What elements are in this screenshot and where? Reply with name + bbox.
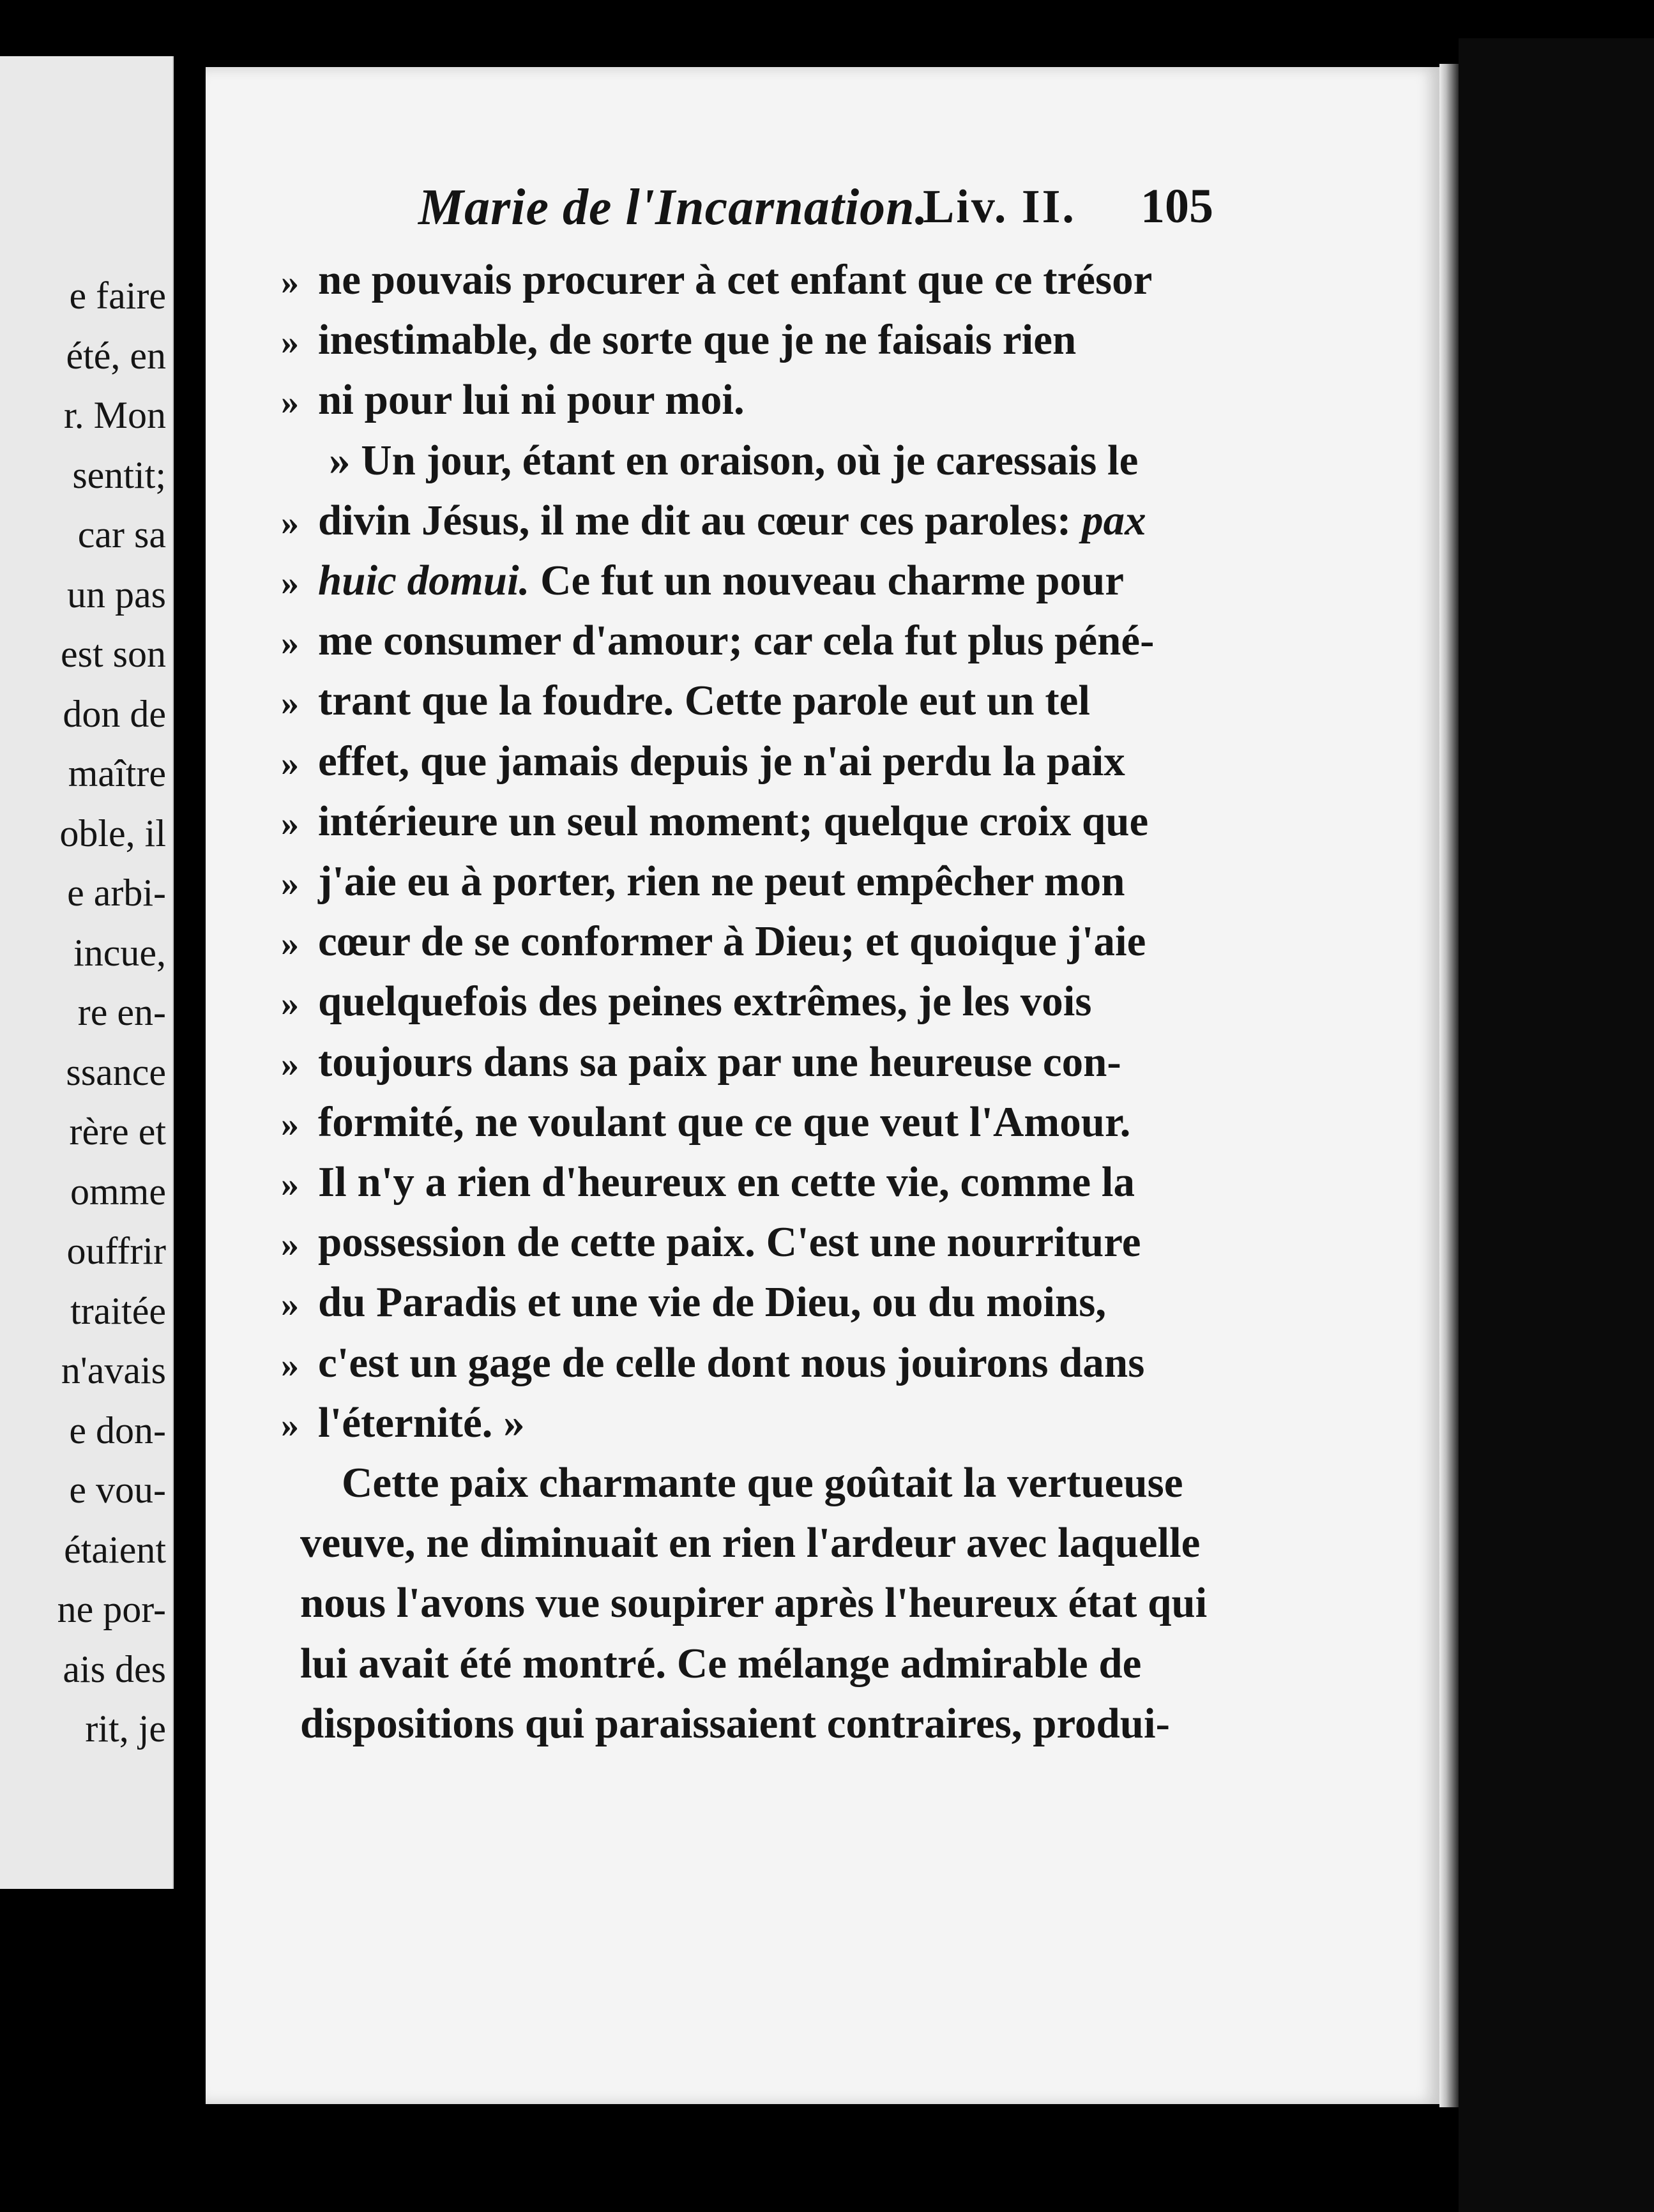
text-line xyxy=(281,1398,525,1446)
quote-mark: » xyxy=(281,864,299,904)
page-number: 105 xyxy=(1141,179,1213,233)
quote-mark: » xyxy=(281,1225,299,1265)
text-line xyxy=(281,617,1155,665)
quote-mark: » xyxy=(281,683,299,723)
quote-mark: » xyxy=(281,924,299,964)
quote-mark: » xyxy=(281,1044,299,1084)
text-line xyxy=(329,436,1139,484)
text-line xyxy=(281,376,745,424)
line-text: possession de cette paix. C'est une nourriture xyxy=(318,1218,1141,1266)
facing-page-line: maître xyxy=(68,752,166,794)
line-text: cœur de se conformer à Dieu; et quoique j'aie xyxy=(318,918,1146,966)
line-text: Ce fut un nouveau charme pour xyxy=(540,557,1124,604)
facing-page-line: don de xyxy=(63,692,166,735)
text-line xyxy=(281,1158,1135,1206)
line-text: » Un jour, étant en oraison, où je caressais le xyxy=(329,436,1139,484)
facing-page-line: traitée xyxy=(70,1289,166,1332)
text-line xyxy=(281,559,1124,602)
text-line xyxy=(281,1218,1141,1266)
text-line xyxy=(281,978,1092,1026)
facing-page-line: e faire xyxy=(69,275,166,317)
line-text: trant que la foudre. Cette parole eut un tel xyxy=(318,677,1090,725)
quote-mark: » xyxy=(281,803,299,844)
text-line xyxy=(300,1519,1201,1567)
text-line xyxy=(281,1098,1131,1146)
line-text: toujours dans sa paix par une heureuse con- xyxy=(318,1038,1121,1086)
text-line xyxy=(281,1338,1145,1386)
line-text: c'est un gage de celle dont nous jouirons dans xyxy=(318,1338,1145,1386)
facing-page-line: oble, il xyxy=(59,812,166,854)
facing-page-line: re en- xyxy=(77,991,166,1033)
text-line xyxy=(281,677,1090,725)
quote-mark: » xyxy=(281,1285,299,1325)
line-text: nous l'avons vue soupirer après l'heureux état qui xyxy=(300,1579,1208,1627)
latin-phrase: huic domui. xyxy=(318,557,530,604)
facing-page-line: est son xyxy=(61,633,166,675)
facing-page-line: e vou- xyxy=(69,1469,166,1511)
text-line xyxy=(281,797,1149,845)
quote-mark: » xyxy=(281,1104,299,1144)
line-text: ni pour lui ni pour moi. xyxy=(318,376,745,424)
text-line xyxy=(281,1038,1121,1086)
quote-mark: » xyxy=(281,984,299,1024)
line-text: veuve, ne diminuait en rien l'ardeur avec laquelle xyxy=(300,1519,1201,1567)
book-part-label: Liv. II. xyxy=(923,181,1076,233)
facing-page-line: ssance xyxy=(66,1050,166,1093)
quote-mark: » xyxy=(281,322,299,363)
running-header xyxy=(418,179,1213,236)
quote-mark: » xyxy=(281,623,299,663)
quote-mark: » xyxy=(281,1345,299,1385)
line-text: l'éternité. » xyxy=(318,1398,525,1446)
latin-phrase: pax xyxy=(1082,496,1146,544)
line-text: Cette paix charmante que goûtait la vertueuse xyxy=(342,1459,1183,1506)
quote-mark: » xyxy=(281,1165,299,1204)
line-text: lui avait été montré. Ce mélange admirable de xyxy=(300,1639,1142,1687)
facing-page-line: e don- xyxy=(69,1409,166,1451)
line-text: dispositions qui paraissaient contraires, produi- xyxy=(300,1699,1170,1747)
facing-page-line: n'avais xyxy=(61,1349,166,1391)
page-edges xyxy=(1439,64,1459,2107)
line-text: Il n'y a rien d'heureux en cette vie, comme la xyxy=(318,1158,1135,1206)
line-text: j'aie eu à porter, rien ne peut empêcher mon xyxy=(318,858,1125,905)
text-line xyxy=(281,1278,1107,1326)
line-text: quelquefois des peines extrêmes, je les vois xyxy=(318,978,1092,1026)
quote-mark: » xyxy=(281,563,299,603)
line-text: me consumer d'amour; car cela fut plus péné- xyxy=(318,617,1155,665)
text-line xyxy=(281,737,1125,785)
facing-page-line: rère et xyxy=(69,1110,166,1153)
facing-page-line: un pas xyxy=(67,573,166,616)
facing-page-line: ais des xyxy=(63,1648,166,1690)
quote-mark: » xyxy=(281,1405,299,1445)
facing-page-line: incue, xyxy=(73,931,166,974)
facing-page-line: r. Mon xyxy=(63,394,166,436)
running-title: Marie de l'Incarnation. xyxy=(418,179,929,236)
text-line xyxy=(281,496,1146,544)
facing-page xyxy=(0,56,174,1889)
line-text: inestimable, de sorte que je ne faisais rien xyxy=(318,316,1077,364)
text-line xyxy=(281,860,1125,903)
quote-mark: » xyxy=(281,743,299,784)
page xyxy=(206,67,1439,2104)
facing-page-line: étaient xyxy=(64,1528,166,1571)
facing-page-line: e arbi- xyxy=(67,872,166,914)
quote-mark: » xyxy=(281,262,299,302)
text-line xyxy=(342,1459,1183,1506)
text-line xyxy=(281,918,1146,966)
text-line xyxy=(300,1699,1170,1747)
facing-page-line: sentit; xyxy=(72,453,166,496)
line-text: formité, ne voulant que ce que veut l'Amour. xyxy=(318,1098,1131,1146)
text-line xyxy=(300,1579,1208,1627)
text-line xyxy=(281,256,1153,303)
facing-page-line: omme xyxy=(70,1170,166,1213)
facing-page-line: rit, je xyxy=(85,1708,166,1750)
line-text: ne pouvais procurer à cet enfant que ce trésor xyxy=(318,256,1153,303)
line-text: effet, que jamais depuis je n'ai perdu la paix xyxy=(318,737,1125,785)
line-text: divin Jésus, il me dit au cœur ces paroles: xyxy=(318,496,1072,544)
text-line xyxy=(281,316,1077,364)
line-text: du Paradis et une vie de Dieu, ou du moins, xyxy=(318,1278,1107,1326)
facing-page-line: car sa xyxy=(77,513,166,556)
quote-mark: » xyxy=(281,503,299,543)
text-line xyxy=(300,1639,1142,1687)
facing-page-line: été, en xyxy=(66,334,166,377)
facing-page-line: ne por- xyxy=(57,1588,166,1630)
book-cover-edge xyxy=(1459,38,1654,2212)
facing-page-line: ouffrir xyxy=(66,1230,166,1272)
line-text: intérieure un seul moment; quelque croix que xyxy=(318,797,1149,845)
quote-mark: » xyxy=(281,383,299,423)
